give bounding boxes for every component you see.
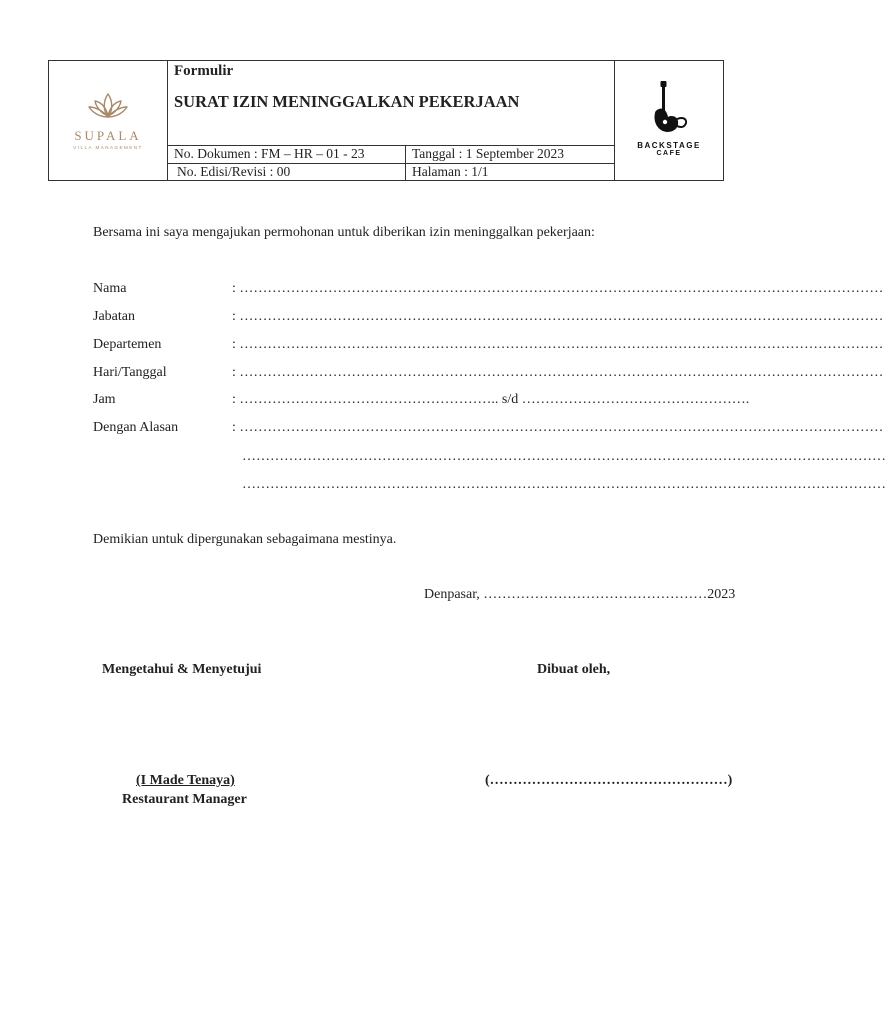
field-blank-jam[interactable]: : ……………………………………………….. s/d ………………………………………….: [232, 392, 750, 407]
lotus-icon: [49, 61, 167, 131]
closing-text: Demikian untuk dipergunakan sebagaimana mestinya.: [93, 532, 397, 547]
field-blank-hari-tanggal[interactable]: : …………………………………………………………………………………………………………………………: [232, 365, 884, 380]
field-blank-departemen[interactable]: : …………………………………………………………………………………………………………………………: [232, 337, 884, 352]
field-label-jabatan: Jabatan: [93, 309, 135, 324]
header-row-edition: [167, 163, 615, 180]
intro-text: Bersama ini saya mengajukan permohonan untuk diberikan izin meninggalkan pekerjaan:: [93, 225, 595, 240]
approver-name: (I Made Tenaya): [136, 773, 235, 788]
field-label-departemen: Departemen: [93, 337, 162, 352]
place-date[interactable]: Denpasar, …………………………………………2023: [424, 587, 736, 602]
cafe-wordmark: CAFE: [656, 150, 682, 157]
field-label-jam: Jam: [93, 392, 116, 407]
supala-tagline: VILLA MANAGEMENT: [73, 145, 143, 150]
backstage-cafe-logo: [614, 61, 723, 180]
supala-logo: [49, 61, 168, 180]
field-label-nama: Nama: [93, 281, 127, 296]
field-blank-jabatan[interactable]: : …………………………………………………………………………………………………………………………: [232, 309, 884, 324]
field-label-alasan: Dengan Alasan: [93, 420, 179, 435]
field-blank-alasan-line-2[interactable]: …………………………………………………………………………………………………………………………: [242, 449, 886, 464]
guitar-cup-icon: [615, 61, 723, 141]
creator-name-blank[interactable]: (……………………………………………): [485, 773, 733, 788]
backstage-wordmark: BACKSTAGE: [637, 141, 701, 150]
form-title: SURAT IZIN MENINGGALKAN PEKERJAAN: [174, 92, 520, 111]
signature-heading-creator: Dibuat oleh,: [537, 662, 611, 677]
page-number: Halaman : 1/1: [405, 163, 488, 180]
document-date: Tanggal : 1 September 2023: [405, 145, 564, 163]
supala-wordmark: SUPALA: [74, 128, 142, 143]
document-number: No. Dokumen : FM – HR – 01 - 23: [174, 146, 365, 161]
edition-number: No. Edisi/Revisi : 00: [177, 164, 291, 179]
field-blank-alasan-line-3[interactable]: …………………………………………………………………………………………………………………………: [242, 477, 886, 492]
document-header: [48, 60, 724, 181]
form-label: Formulir: [174, 63, 234, 79]
signature-heading-approver: Mengetahui & Menyetujui: [102, 662, 262, 677]
header-row-document: [167, 145, 615, 164]
field-label-hari-tanggal: Hari/Tanggal: [93, 365, 167, 380]
field-blank-nama[interactable]: : …………………………………………………………………………………………………………………………: [232, 281, 884, 296]
title-area: [167, 61, 615, 146]
approver-title: Restaurant Manager: [122, 792, 247, 807]
header-middle: [167, 61, 615, 180]
field-blank-alasan[interactable]: : …………………………………………………………………………………………………………………………: [232, 420, 884, 435]
